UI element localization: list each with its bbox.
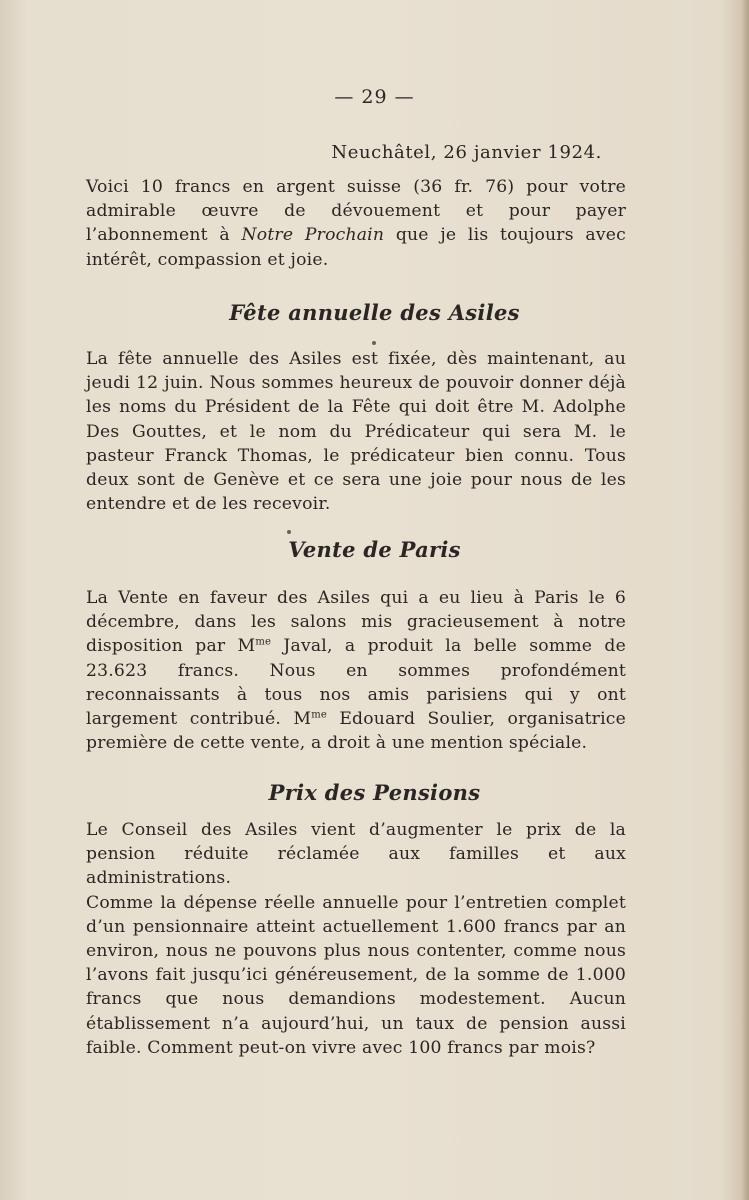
page-edge-shadow xyxy=(741,0,749,1200)
vente-text-c: Edouard Soulier, organisatrice première de cette vente, a droit à une mention spéciale. xyxy=(86,709,626,754)
ornament-dot xyxy=(372,341,376,345)
vente-text-b: Javal, a produit la belle somme de 23.623 francs. Nous en sommes profondément reconnaissants à tous nos amis parisiens qui y ont largement contribué. M xyxy=(86,636,626,730)
section-paragraph-vente xyxy=(86,586,626,755)
section-heading-prix: Prix des Pensions xyxy=(268,780,481,805)
vente-sup-b: me xyxy=(311,709,327,721)
page-number: — 29 — xyxy=(334,86,415,108)
section-heading-vente: Vente de Paris xyxy=(288,537,461,562)
ornament-dot xyxy=(287,530,291,534)
prix-paragraph-2: Comme la dépense réelle annuelle pour l’entretien complet d’un pensionnaire atteint actuellement 1.600 francs par an environ, nous ne pouvons plus nous contenter, comme nous l’avons fait jusqu’ici généreusement, de la somme de 1.000 francs que nous demandions modestement. Aucun établissement n’a aujourd’hui, un taux de pension aussi faible. Comment peut-on vivre avec 100 francs par mois? xyxy=(86,892,626,1058)
section-heading-fete: Fête annuelle des Asiles xyxy=(229,300,520,325)
prix-paragraph-1: Le Conseil des Asiles vient d’augmenter le prix de la pension réduite réclamée aux familles et aux administrations. xyxy=(86,820,626,889)
section-paragraph-fete: La fête annuelle des Asiles est fixée, dès maintenant, au jeudi 12 juin. Nous sommes heureux de pouvoir donner déjà les noms du Président de la Fête qui doit être M. Adolphe Des Gouttes, et le nom du Prédicateur qui sera M. le pasteur Franck Thomas, le prédicateur bien connu. Tous deux sont de Genève et ce sera une joie pour nous de les entendre et de les recevoir. xyxy=(86,349,626,515)
letter-dateline: Neuchâtel, 26 janvier 1924. xyxy=(331,142,602,163)
section-body-prix xyxy=(86,818,626,1060)
letter-text-start: Voici 10 francs en argent suisse (36 fr. 76) pour votre admirable œuvre de dévouement et pour payer l’abonnement à xyxy=(86,177,626,246)
vente-text-a: La Vente en faveur des Asiles qui a eu lieu à Paris le 6 décembre, dans les salons mis gracieusement à notre disposition par M xyxy=(86,588,626,657)
vente-sup-a: me xyxy=(255,636,272,648)
letter-paragraph xyxy=(86,175,626,272)
journal-title: Notre Prochain xyxy=(241,225,385,246)
letter-text-end: que je lis toujours avec intérêt, compassion et joie. xyxy=(86,225,626,270)
